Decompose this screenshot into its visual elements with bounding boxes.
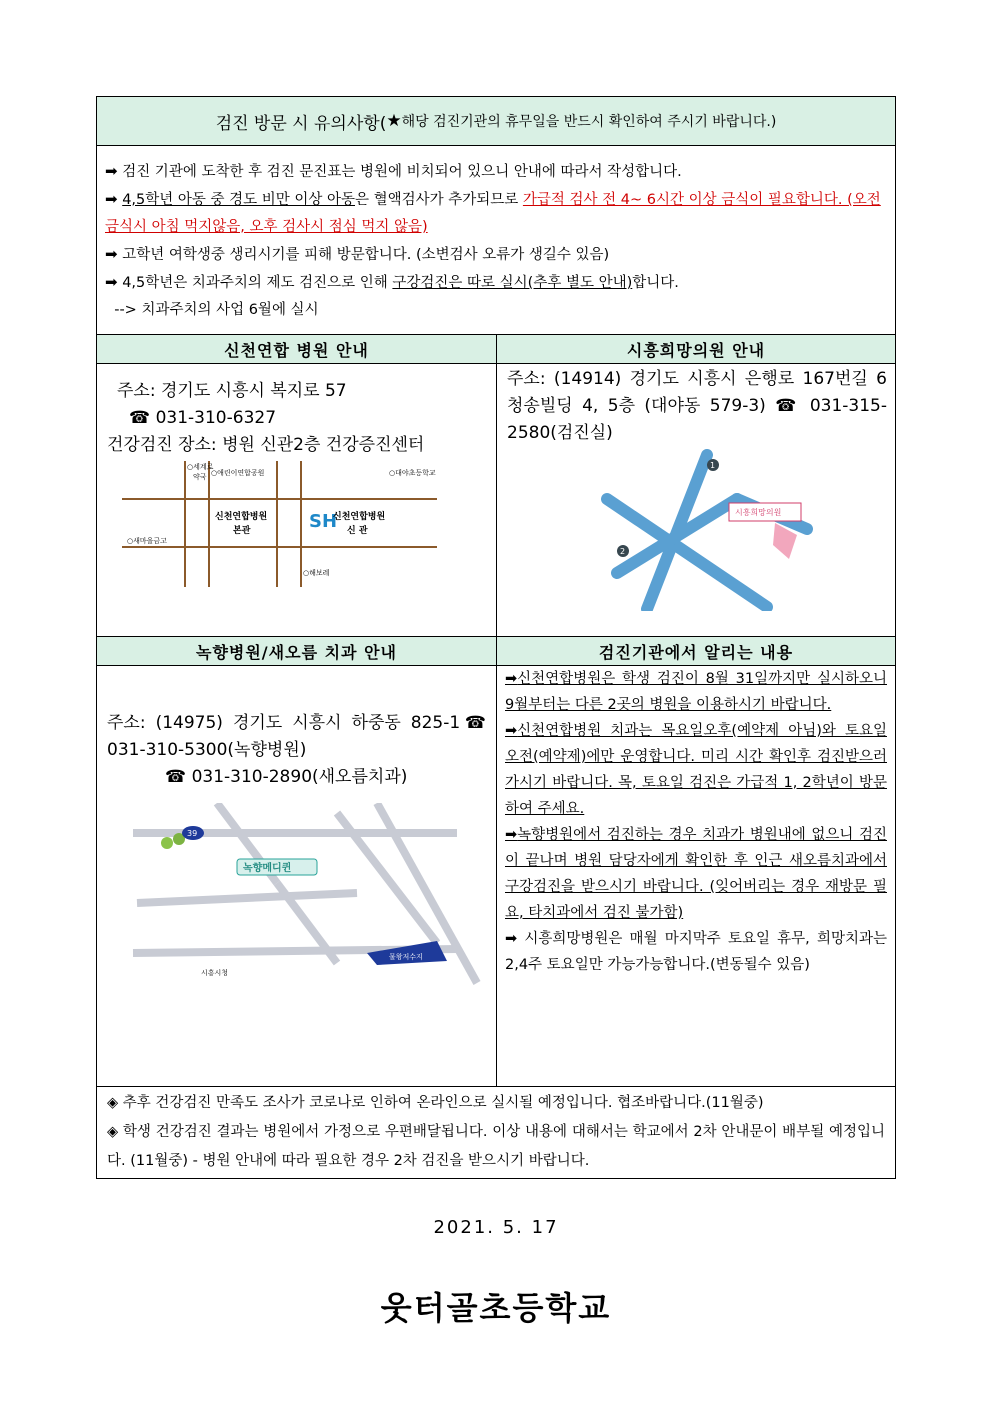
header-subtitle: 해당 검진기관의 휴무일을 반드시 확인하여 주시기 바랍니다.) xyxy=(401,114,777,130)
notice-item: ➡녹향병원에서 검진하는 경우 치과가 병원내에 없으니 검진이 끝나며 병원 담당자에게 확인한 후 인근 새오름치과에서 구강검진을 받으시기 바랍니다. (잊어버리는 경우 재방문 필요, 타치과에서 검진 불가함) xyxy=(505,827,887,921)
footer-item: ◈ 학생 건강검진 결과는 병원에서 가정으로 우편배달됩니다. 이상 내용에 대해서는 학교에서 2차 안내문이 배부될 예정입니다. (11월중) - 병원 안내에 따라 필요한 경우 2차 검진을 받으시기 바랍니다. xyxy=(107,1124,885,1169)
map-label: ○대야초등학교 xyxy=(389,469,436,477)
sh-logo: SH xyxy=(309,511,338,532)
map-label: 1 xyxy=(710,461,716,470)
table-header xyxy=(97,97,895,146)
map-label: 물왕저수지 xyxy=(389,953,423,961)
sinchon-info xyxy=(97,364,497,636)
arrow-icon: ➡ xyxy=(505,827,518,843)
map-label: 시흥시청 xyxy=(201,969,229,977)
map-label: ○세계로 xyxy=(187,463,214,471)
road-number: 39 xyxy=(187,829,198,838)
map-label: 2 xyxy=(620,547,626,556)
notice-table xyxy=(96,96,896,1179)
map-label: 본관 xyxy=(233,526,251,536)
document-date: 2021. 5. 17 xyxy=(433,1217,559,1238)
sinchon-address: 주소: 경기도 시흥시 복지로 57 xyxy=(117,381,347,401)
sinchon-map xyxy=(97,461,497,601)
map-label: 약국 xyxy=(193,473,207,481)
note-item: ➡ 4,5학년 아동 중 경도 비만 이상 아동은 혈액검사가 추가되므로 가급적 검사 전 4~ 6시간 이상 금식이 필요합니다. (오전금식시 아침 먹지않음, 오후 검사시 점심 먹지 않음) xyxy=(105,190,881,235)
hospital-header-row-2 xyxy=(97,637,895,666)
arrow-icon: ➡ xyxy=(505,671,518,687)
siheung-address: 주소: (14914) 경기도 시흥시 은행로 167번길 6 청송빌딩 4, 5층 (대야동 579-3) ☎ 031-315-2580(검진실) xyxy=(507,369,887,443)
nokhyang-address: 주소: (14975) 경기도 시흥시 하중동 825-1☎ 031-310-5300(녹향병원) xyxy=(107,713,486,760)
hospital-header-row-1 xyxy=(97,335,895,364)
arrow-icon: ➡ xyxy=(505,723,518,739)
footer-item: ◈ 추후 건강검진 만족도 조사가 코로나로 인하여 온라인으로 실시될 예정입니다. 협조바랍니다.(11월중) xyxy=(107,1095,764,1111)
nokhyang-map xyxy=(97,803,497,993)
hospital-row-2 xyxy=(97,666,895,1087)
school-name: 웃터골초등학교 xyxy=(380,1289,612,1327)
note-item: ➡ 고학년 여학생중 생리시기를 피해 방문합니다. (소변검사 오류가 생길수 있음) xyxy=(105,245,610,263)
arrow-icon: ➡ xyxy=(105,190,118,208)
map-label: 시흥희망의원 xyxy=(735,508,782,517)
nokhyang-phone2: ☎ 031-310-2890(새오름치과) xyxy=(165,767,408,787)
map-label: 신천연합병원 xyxy=(215,512,268,522)
hospital-row-1 xyxy=(97,364,895,637)
note-item: ➡ 4,5학년은 치과주치의 제도 검진으로 인해 구강검진은 따로 실시(추후 별도 안내)합니다. xyxy=(105,273,679,291)
notice-item: ➡ 시흥희망병원은 매월 마지막주 토요일 휴무, 희망치과는 2,4주 토요일만 가능가능합니다.(변동될수 있음) xyxy=(505,931,887,973)
note-item: ➡ 검진 기관에 도착한 후 검진 문진표는 병원에 비치되어 있으니 안내에 따라서 작성합니다. xyxy=(105,162,682,180)
notice-info xyxy=(497,666,895,1086)
arrow-icon: ➡ xyxy=(505,931,518,947)
map-label: 신 관 xyxy=(347,526,368,536)
map-label: ○새마을금고 xyxy=(127,537,167,545)
arrow-icon: ➡ xyxy=(105,245,118,263)
arrow-icon: ➡ xyxy=(105,162,118,180)
notice-item: ➡신천연합병원 치과는 목요일오후(예약제 아님)와 토요일 오전(예약제)에만 운영합니다. 미리 시간 확인후 검진받으러 가시기 바랍니다. 목, 토요일 검진은 가급적 1, 2학년이 방문하여 주세요. xyxy=(505,723,887,817)
siheung-title: 시흥희망의원 안내 xyxy=(497,335,895,364)
nokhyang-logo: 녹향메디퀸 xyxy=(243,863,292,874)
map-label: 신천연합병원 xyxy=(333,512,386,522)
sinchon-title: 신천연합 병원 안내 xyxy=(97,335,497,364)
arrow-icon: ➡ xyxy=(105,273,118,291)
notice-item: ➡신천연합병원은 학생 검진이 8월 31일까지만 실시하오니 9월부터는 다른 2곳의 병원을 이용하시기 바랍니다. xyxy=(505,671,887,713)
header-title: 검진 방문 시 유의사항( xyxy=(215,113,387,134)
phone-icon: ☎ xyxy=(129,408,151,428)
notice-title: 검진기관에서 알리는 내용 xyxy=(497,637,895,666)
map-label: ○해보레 xyxy=(303,569,330,577)
footer-notes xyxy=(97,1087,895,1178)
sinchon-phone: 031-310-6327 xyxy=(155,408,277,428)
visit-notes xyxy=(97,146,895,335)
siheung-map xyxy=(497,449,895,611)
nokhyang-info xyxy=(97,666,497,1086)
notice-list xyxy=(497,666,895,978)
sinchon-location: 건강검진 장소: 병원 신관2층 건강증진센터 xyxy=(107,435,425,455)
nokhyang-title: 녹향병원/새오름 치과 안내 xyxy=(97,637,497,666)
star-icon: ★ xyxy=(386,111,402,131)
map-label: ○애린이연합공원 xyxy=(211,469,265,477)
siheung-info xyxy=(497,364,895,636)
note-item: --> 치과주치의 사업 6월에 실시 xyxy=(105,302,319,318)
